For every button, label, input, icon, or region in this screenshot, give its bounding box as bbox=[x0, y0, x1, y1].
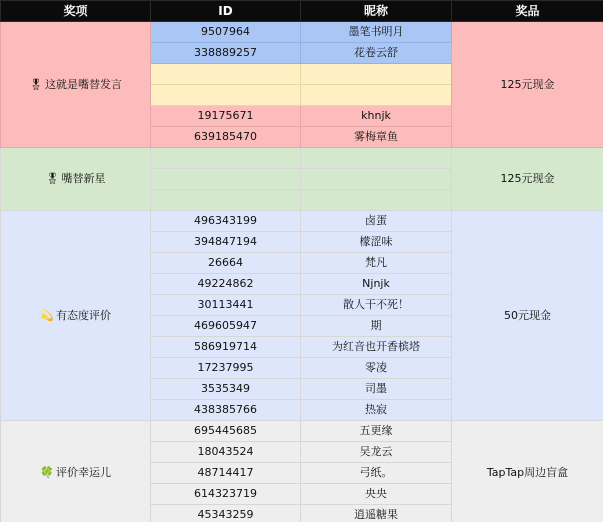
id-cell bbox=[151, 169, 301, 190]
id-cell: 17237995 bbox=[151, 358, 301, 379]
id-cell: 639185470 bbox=[151, 127, 301, 148]
header-prize: 奖品 bbox=[452, 1, 603, 22]
group-ping-jia-xing-yun-er bbox=[1, 421, 603, 522]
id-cell: 9507964 bbox=[151, 22, 301, 43]
nickname-cell bbox=[301, 169, 452, 190]
prize-cell: 50元现金 bbox=[452, 211, 603, 421]
award-cell bbox=[1, 421, 151, 522]
nickname-cell bbox=[301, 190, 452, 211]
id-cell: 469605947 bbox=[151, 316, 301, 337]
id-cell: 19175671 bbox=[151, 106, 301, 127]
id-cell: 394847194 bbox=[151, 232, 301, 253]
nickname-cell: 檬涩味 bbox=[301, 232, 452, 253]
nickname-cell: 热寂 bbox=[301, 400, 452, 421]
table-row bbox=[1, 148, 603, 169]
id-cell: 695445685 bbox=[151, 421, 301, 442]
id-cell: 26664 bbox=[151, 253, 301, 274]
group-zui-ti-fa-yan bbox=[1, 22, 603, 148]
nickname-cell: 五更缘 bbox=[301, 421, 452, 442]
nickname-cell: 央央 bbox=[301, 484, 452, 505]
header-nickname: 昵称 bbox=[301, 1, 452, 22]
nickname-cell: 零凌 bbox=[301, 358, 452, 379]
award-cell bbox=[1, 148, 151, 211]
award-name: 嘴替新星 bbox=[61, 172, 106, 185]
id-cell: 586919714 bbox=[151, 337, 301, 358]
id-cell: 48714417 bbox=[151, 463, 301, 484]
award-name: 评价幸运儿 bbox=[56, 466, 111, 479]
nickname-cell: 为红音也开香槟塔 bbox=[301, 337, 452, 358]
group-you-tai-du-ping-jia bbox=[1, 211, 603, 421]
table-row bbox=[1, 22, 603, 43]
table-row bbox=[1, 421, 603, 442]
id-cell: 496343199 bbox=[151, 211, 301, 232]
prize-cell: 125元现金 bbox=[452, 22, 603, 148]
award-name: 这就是嘴替发言 bbox=[45, 77, 122, 91]
id-cell: 45343259 bbox=[151, 505, 301, 522]
id-cell: 338889257 bbox=[151, 43, 301, 64]
nickname-cell: 期 bbox=[301, 316, 452, 337]
dizzy-icon: 💫 bbox=[40, 308, 54, 322]
header-id: ID bbox=[151, 1, 301, 22]
nickname-cell: 逍遥糖果 bbox=[301, 505, 452, 522]
id-cell: 614323719 bbox=[151, 484, 301, 505]
nickname-cell bbox=[301, 64, 452, 85]
id-cell bbox=[151, 64, 301, 85]
nickname-cell: 司墨 bbox=[301, 379, 452, 400]
id-cell bbox=[151, 85, 301, 106]
id-cell: 30113441 bbox=[151, 295, 301, 316]
nickname-cell: 梵凡 bbox=[301, 253, 452, 274]
medal-icon: 🎖 bbox=[29, 77, 43, 91]
nickname-cell: 墨笔书明月 bbox=[301, 22, 452, 43]
id-cell bbox=[151, 148, 301, 169]
id-cell: 18043524 bbox=[151, 442, 301, 463]
nickname-cell: 弓纸。 bbox=[301, 463, 452, 484]
header-award: 奖项 bbox=[1, 1, 151, 22]
nickname-cell: 花卷云舒 bbox=[301, 43, 452, 64]
nickname-cell bbox=[301, 85, 452, 106]
prize-cell: TapTap周边盲盒 bbox=[452, 421, 603, 522]
nickname-cell: 散人干不死！ bbox=[301, 295, 452, 316]
nickname-cell: khnjk bbox=[301, 106, 452, 127]
nickname-cell: 卤蛋 bbox=[301, 211, 452, 232]
id-cell: 438385766 bbox=[151, 400, 301, 421]
group-zui-ti-xin-xing bbox=[1, 148, 603, 211]
medal-icon: 🎖 bbox=[45, 172, 60, 185]
nickname-cell: 吴龙云 bbox=[301, 442, 452, 463]
nickname-cell bbox=[301, 148, 452, 169]
prize-cell: 125元现金 bbox=[452, 148, 603, 211]
award-name: 有态度评价 bbox=[56, 308, 111, 322]
table-row bbox=[1, 211, 603, 232]
award-cell bbox=[1, 22, 151, 148]
id-cell: 3535349 bbox=[151, 379, 301, 400]
id-cell: 49224862 bbox=[151, 274, 301, 295]
nickname-cell: Njnjk bbox=[301, 274, 452, 295]
award-cell bbox=[1, 211, 151, 421]
id-cell bbox=[151, 190, 301, 211]
header-row bbox=[1, 1, 603, 22]
clover-icon: 🍀 bbox=[40, 466, 54, 479]
nickname-cell: 雾梅章鱼 bbox=[301, 127, 452, 148]
